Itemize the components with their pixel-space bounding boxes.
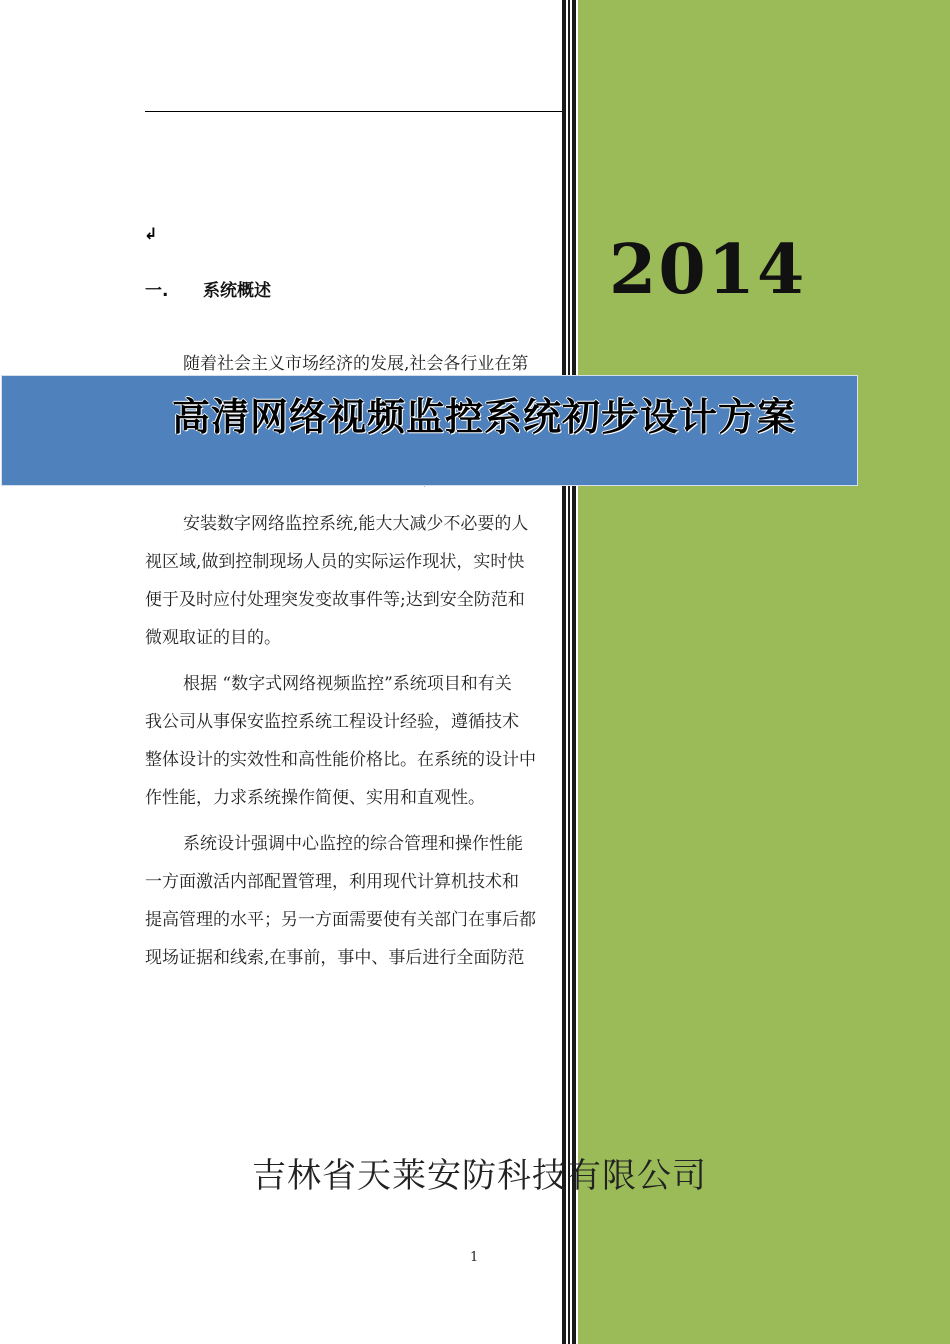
- green-sidebar: [578, 0, 950, 1344]
- paragraph-gap: [145, 497, 566, 505]
- cover-year: 2014: [609, 230, 807, 310]
- header-rule: [145, 111, 566, 112]
- body-line: 我公司从事保安监控系统工程设计经验，遵循技术: [145, 712, 519, 732]
- heading-text: 系统概述: [203, 281, 271, 301]
- section-heading: [145, 276, 271, 301]
- body-line: 提高管理的水平；另一方面需要使有关部门在事后都: [145, 910, 536, 930]
- body-line: 微观取证的目的。: [145, 628, 281, 648]
- divider-line: [562, 0, 566, 1344]
- body-line: 根据 “数字式网络视频监控”系统项目和有关: [183, 674, 512, 694]
- divider-line: [572, 0, 576, 1344]
- body-line: 现场证据和线索,在事前，事中、事后进行全面防范: [145, 948, 525, 968]
- paragraph-mark: ↲: [144, 224, 158, 243]
- paragraph-gap: [145, 657, 566, 665]
- body-line: 随着社会主义市场经济的发展,社会各行业在第: [183, 354, 529, 374]
- body-line: 视区域,做到控制现场人员的实际运作现状，实时快: [145, 552, 525, 572]
- divider-line: [568, 0, 570, 1344]
- body-line: 安装数字网络监控系统,能大大减少不必要的人: [183, 514, 529, 534]
- body-line: 作性能，力求系统操作简便、实用和直观性。: [145, 788, 485, 808]
- body-line: 整体设计的实效性和高性能价格比。在系统的设计中: [145, 750, 536, 770]
- body-line: 系统设计强调中心监控的综合管理和操作性能: [183, 834, 523, 854]
- body-line: 一方面激活内部配置管理，利用现代计算机技术和: [145, 872, 519, 892]
- page-number: 1: [470, 1250, 479, 1265]
- cover-title: 高清网络视频监控系统初步设计方案: [172, 395, 797, 439]
- heading-number: 一.: [145, 281, 169, 301]
- paragraph-gap: [145, 817, 566, 825]
- body-line: 便于及时应付处理突发变故事件等;达到安全防范和: [145, 590, 525, 610]
- company-name: 吉林省天莱安防科技有限公司: [252, 1156, 707, 1196]
